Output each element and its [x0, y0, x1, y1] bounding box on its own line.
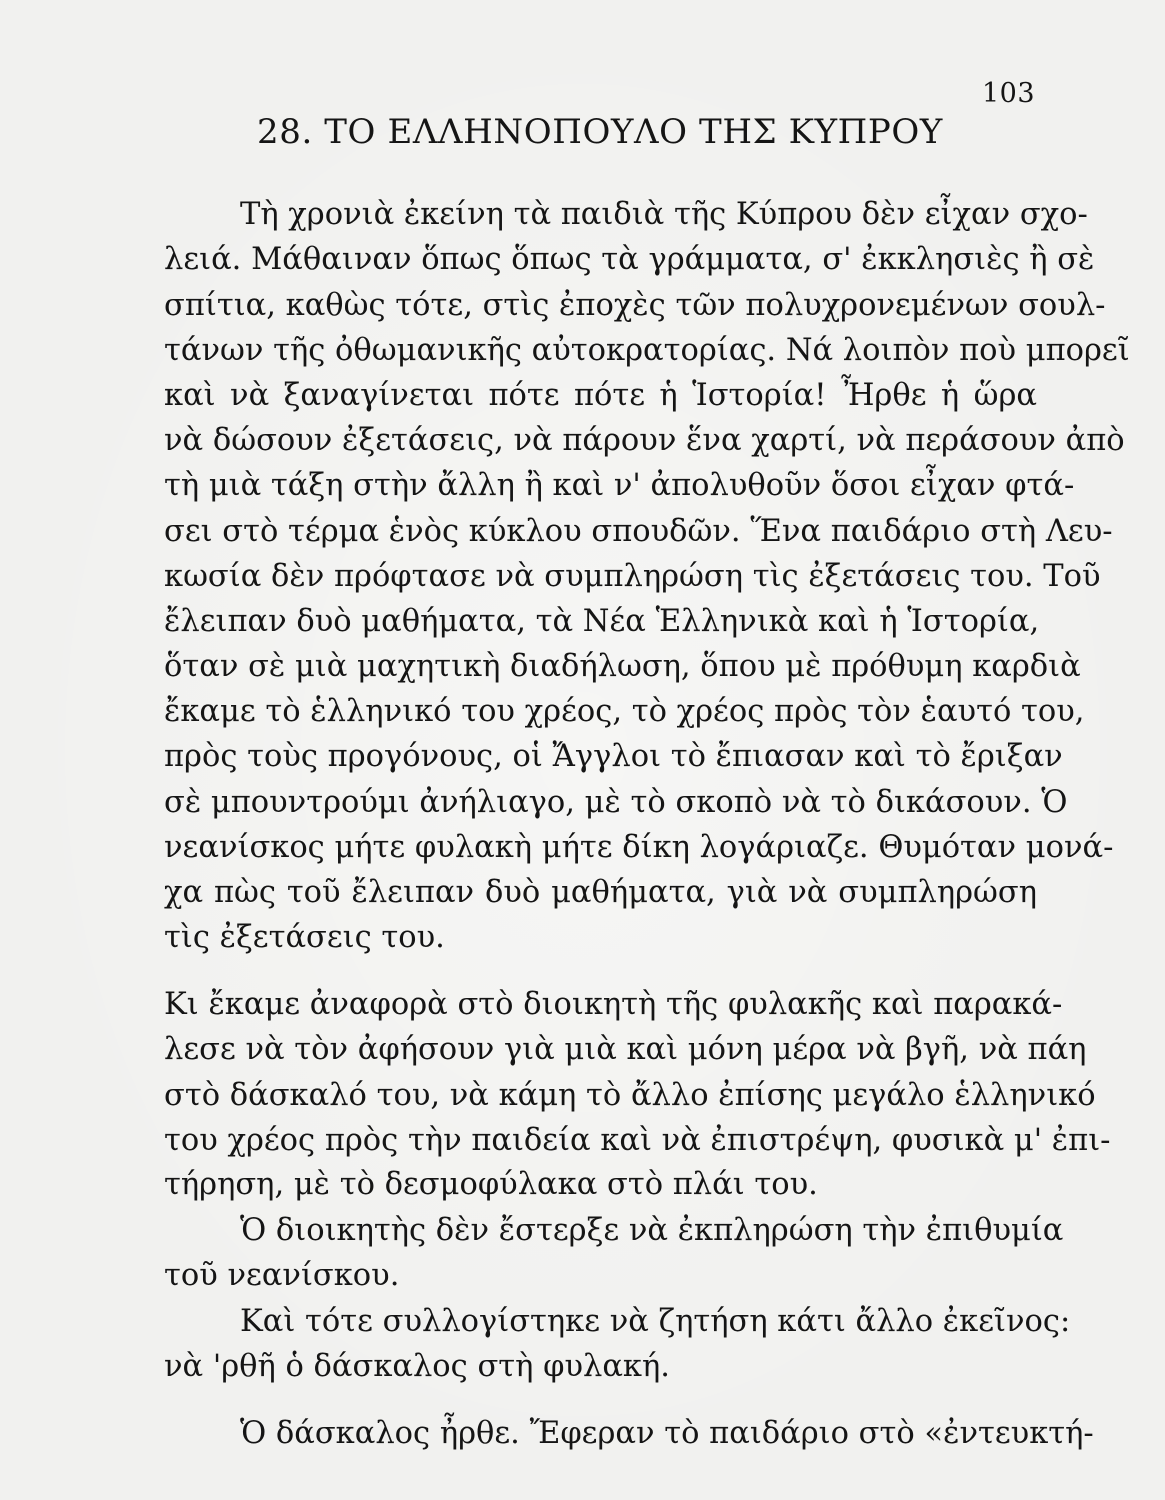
text-line: ἔκαμε τὸ ἑλληνικό του χρέος, τὸ χρέος πρὸς τὸν ἑαυτό του,: [164, 694, 1085, 730]
text-line: σὲ μπουντρούμι ἀνήλιαγο, μὲ τὸ σκοπὸ νὰ τὸ δικάσουν. Ὁ: [164, 784, 1068, 820]
text-line: Ὁ διοικητὴς δὲν ἔστερξε νὰ ἐκπληρώση τὴν ἐπιθυμία: [240, 1212, 1064, 1248]
page-number: 103: [982, 78, 1036, 109]
text-line: τὴ μιὰ τάξη στὴν ἄλλη ἢ καὶ ν' ἀπολυθοῦν ὅσοι εἶχαν φτά-: [164, 468, 1075, 504]
text-line: νὰ 'ρθῆ ὁ δάσκαλος στὴ φυλακή.: [164, 1348, 670, 1384]
text-line: Ὁ δάσκαλος ἦρθε. Ἔφεραν τὸ παιδάριο στὸ «ἐντευκτή-: [240, 1416, 1094, 1451]
text-line: τὶς ἐξετάσεις του.: [164, 919, 445, 955]
text-line: σει στὸ τέρμα ἑνὸς κύκλου σπουδῶν. Ἕνα παιδάριο στὴ Λευ-: [164, 513, 1113, 549]
text-line: Καὶ τότε συλλογίστηκε νὰ ζητήση κάτι ἄλλο ἐκεῖνος:: [240, 1303, 1071, 1339]
text-line: Τὴ χρονιὰ ἐκείνη τὰ παιδιὰ τῆς Κύπρου δὲν εἶχαν σχο-: [240, 197, 1088, 232]
text-line: καὶ νὰ ξαναγίνεται πότε πότε ἡ Ἱστορία! Ἦρθε ἡ ὥρα: [164, 378, 1037, 414]
text-line: τοῦ νεανίσκου.: [164, 1258, 400, 1294]
text-line: του χρέος πρὸς τὴν παιδεία καὶ νὰ ἐπιστρέψη, φυσικὰ μ' ἐπι-: [164, 1123, 1111, 1159]
text-line: νὰ δώσουν ἐξετάσεις, νὰ πάρουν ἕνα χαρτί, νὰ περάσουν ἀπὸ: [164, 422, 1125, 458]
text-line: νεανίσκος μήτε φυλακὴ μήτε δίκη λογάριαζε. Θυμόταν μονά-: [164, 830, 1114, 866]
text-line: ὅταν σὲ μιὰ μαχητικὴ διαδήλωση, ὅπου μὲ πρόθυμη καρδιὰ: [164, 648, 1081, 684]
text-line: Κι ἔκαμε ἀναφορὰ στὸ διοικητὴ τῆς φυλακῆς καὶ παρακά-: [164, 986, 1063, 1022]
text-line: πρὸς τοὺς προγόνους, οἱ Ἄγγλοι τὸ ἔπιασαν καὶ τὸ ἔριξαν: [164, 739, 1063, 775]
text-line: χα πὼς τοῦ ἔλειπαν δυὸ μαθήματα, γιὰ νὰ συμπληρώση: [164, 874, 1037, 910]
text-line: τήρηση, μὲ τὸ δεσμοφύλακα στὸ πλάι του.: [164, 1167, 818, 1203]
text-line: τάνων τῆς ὀθωμανικῆς αὐτοκρατορίας. Νά λοιπὸν ποὺ μπορεῖ: [164, 333, 1130, 369]
text-line: ἔλειπαν δυὸ μαθήματα, τὰ Νέα Ἑλληνικὰ καὶ ἡ Ἱστορία,: [164, 604, 1040, 640]
text-line: λειά. Μάθαιναν ὅπως ὅπως τὰ γράμματα, σ' ἐκκλησιὲς ἢ σὲ: [164, 242, 1095, 278]
text-line: κωσία δὲν πρόφτασε νὰ συμπληρώση τὶς ἐξετάσεις του. Τοῦ: [164, 558, 1101, 594]
text-line: στὸ δάσκαλό του, νὰ κάμη τὸ ἄλλο ἐπίσης μεγάλο ἑλληνικό: [164, 1077, 1096, 1113]
text-line: λεσε νὰ τὸν ἀφήσουν γιὰ μιὰ καὶ μόνη μέρα νὰ βγῆ, νὰ πάη: [164, 1032, 1087, 1068]
chapter-title: 28. ΤΟ ΕΛΛΗΝΟΠΟΥΛΟ ΤΗΣ ΚΥΠΡΟΥ: [257, 112, 943, 152]
text-line: σπίτια, καθὼς τότε, στὶς ἐποχὲς τῶν πολυχρονεμένων σουλ-: [164, 287, 1106, 323]
